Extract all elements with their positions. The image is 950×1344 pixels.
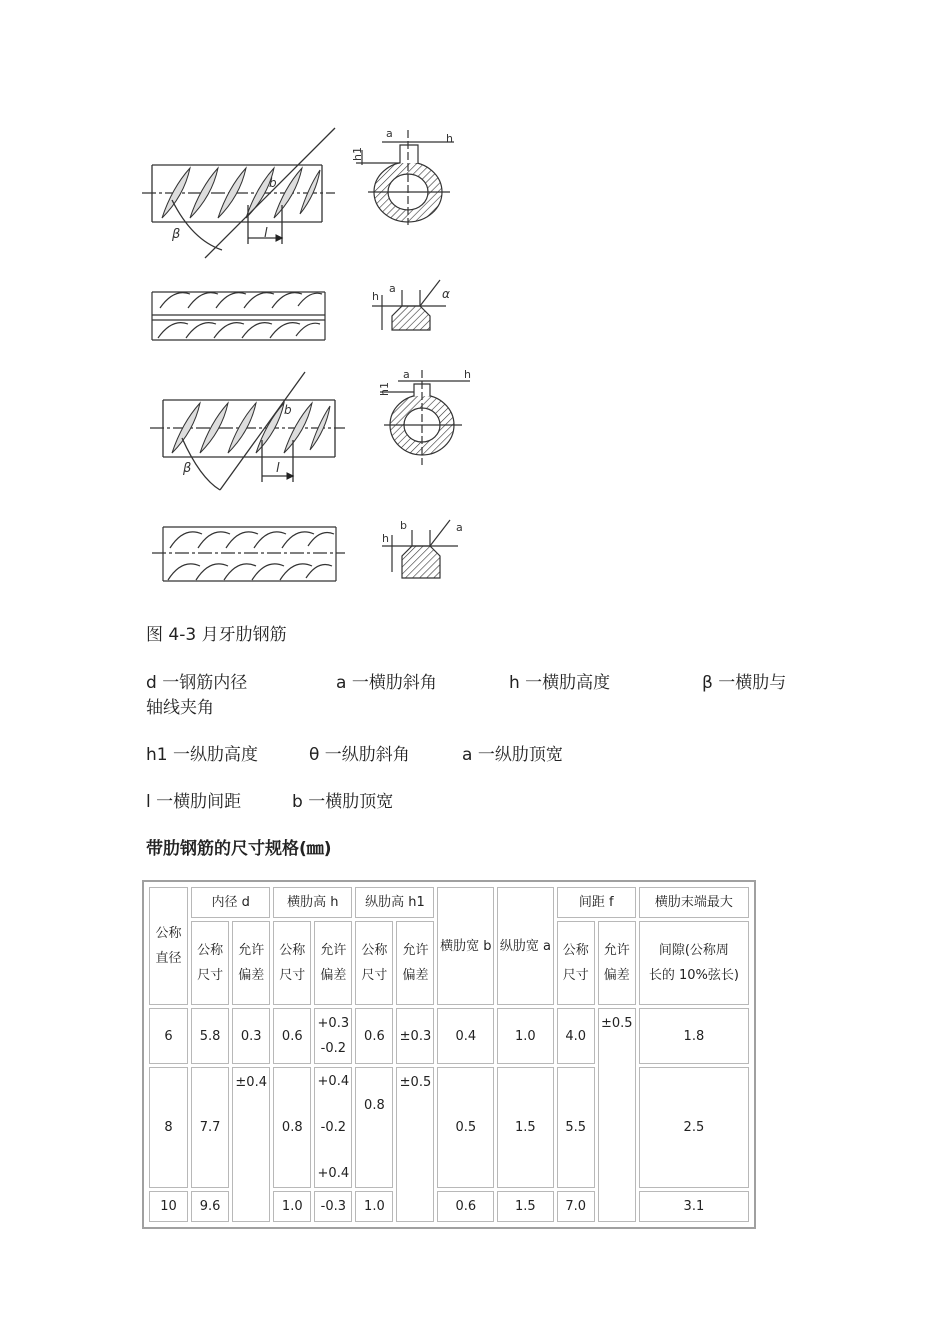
header-long-width-a: 纵肋宽 a [497, 887, 554, 1005]
cell-h1-tol: ±0.3 [396, 1008, 434, 1064]
header-tolerance: 允许偏差 [232, 921, 270, 1005]
label-a-cs1: a [386, 127, 393, 140]
header-nominal-dia: 公称直径 [149, 887, 188, 1005]
cell-a: 1.5 [497, 1191, 554, 1222]
cell-h: 1.0 [273, 1191, 311, 1222]
legend-item: a 一横肋斜角 [336, 673, 437, 693]
cell-h: 0.8 [273, 1067, 311, 1188]
table-title: 带肋钢筋的尺寸规格(㎜) [146, 839, 332, 859]
header-max-gap-1: 横肋末端最大 [639, 887, 749, 918]
label-l-1: l [264, 226, 268, 241]
spec-table [142, 880, 756, 1229]
cell-dia: 8 [149, 1067, 188, 1188]
label-b-cs4: b [400, 519, 407, 532]
legend-item: h 一横肋高度 [509, 673, 611, 693]
cell-b: 0.5 [437, 1067, 494, 1188]
cell-dia: 6 [149, 1008, 188, 1064]
legend-item: θ 一纵肋斜角 [309, 745, 410, 765]
cell-a: 1.5 [497, 1067, 554, 1188]
cell-h-tol-lower: -0.2 [320, 1041, 347, 1056]
cell-h-tol-upper: +0.3 [317, 1016, 350, 1031]
rebar-drawing-2 [152, 292, 325, 340]
figure-caption: 图 4-3 月牙肋钢筋 [146, 625, 287, 645]
label-h-cs1: h [446, 132, 453, 145]
cell-b: 0.6 [437, 1191, 494, 1222]
cell-h1: 1.0 [355, 1191, 393, 1222]
header-trans-width-b: 横肋宽 b [437, 887, 494, 1005]
label-a-cs3: a [403, 368, 410, 381]
label-a-cs2: a [389, 282, 396, 295]
cell-a: 1.0 [497, 1008, 554, 1064]
label-h1-cs1: h1 [351, 147, 364, 161]
legend-item: l 一横肋间距 [146, 792, 242, 812]
header-inner-d: 内径 d [191, 887, 270, 918]
rebar-figure [0, 0, 950, 610]
cell-h-tol-next: +0.4 [317, 1166, 350, 1181]
header-spacing-f: 间距 f [557, 887, 636, 918]
label-beta-3: β [183, 461, 192, 476]
cell-d-tol: ±0.4 [232, 1067, 270, 1222]
cell-d-tol: 0.3 [232, 1008, 270, 1064]
header-nominal-size: 公称尺寸 [191, 921, 229, 1005]
cell-f: 5.5 [557, 1067, 595, 1188]
legend-item: 轴线夹角 [146, 698, 214, 718]
label-b-3: b [284, 403, 292, 417]
header-nominal-size: 公称尺寸 [557, 921, 595, 1005]
label-l-3: l [276, 461, 280, 476]
cell-h1: 0.8 [355, 1067, 393, 1188]
label-alpha-cs2: α [442, 287, 450, 301]
header-nominal-size: 公称尺寸 [273, 921, 311, 1005]
cross-section-2 [372, 280, 446, 330]
cell-dia: 10 [149, 1191, 188, 1222]
header-nominal-size: 公称尺寸 [355, 921, 393, 1005]
cell-h1-tol: ±0.5 [396, 1067, 434, 1222]
cell-h-tol [314, 1067, 352, 1188]
header-max-gap-3: 长的 10%弦长) [648, 968, 739, 983]
label-h-cs2: h [372, 290, 379, 303]
header-tolerance: 允许偏差 [396, 921, 434, 1005]
header-row-1 [149, 887, 749, 918]
cell-h-tol [314, 1008, 352, 1064]
legend-item: a 一纵肋顶宽 [462, 745, 563, 765]
cell-f: 7.0 [557, 1191, 595, 1222]
label-b-1: b [269, 176, 277, 190]
label-h1-cs3: h1 [378, 382, 391, 396]
cross-section-3 [380, 370, 470, 465]
header-tolerance: 允许偏差 [314, 921, 352, 1005]
cell-f: 4.0 [557, 1008, 595, 1064]
legend-item: b 一横肋顶宽 [292, 792, 394, 812]
cross-section-4 [382, 520, 458, 578]
header-max-gap-rest [639, 921, 749, 1005]
label-beta-1: β [172, 227, 181, 242]
header-long-h1: 纵肋高 h1 [355, 887, 434, 918]
rebar-drawing-1 [142, 128, 335, 258]
cell-h-tol-lower: -0.2 [320, 1120, 347, 1135]
header-max-gap-2: 间隙(公称周 [658, 943, 729, 958]
cell-h-tol-upper: +0.4 [317, 1074, 350, 1089]
cross-section-1 [356, 130, 454, 225]
cell-gap: 2.5 [639, 1067, 749, 1188]
cell-gap: 1.8 [639, 1008, 749, 1064]
cell-h-tol: -0.3 [314, 1191, 352, 1222]
cell-h: 0.6 [273, 1008, 311, 1064]
cell-f-tol: ±0.5 [598, 1008, 636, 1222]
cell-d: 7.7 [191, 1067, 229, 1188]
cell-d: 5.8 [191, 1008, 229, 1064]
table-row [149, 1067, 749, 1188]
rebar-drawing-3 [150, 372, 345, 490]
legend-item: d 一钢筋内径 [146, 673, 248, 693]
rebar-drawing-4 [152, 527, 345, 581]
header-tolerance: 允许偏差 [598, 921, 636, 1005]
cell-d: 9.6 [191, 1191, 229, 1222]
label-h-cs3: h [464, 368, 471, 381]
label-h-cs4: h [382, 532, 389, 545]
cell-gap: 3.1 [639, 1191, 749, 1222]
label-a-cs4: a [456, 521, 463, 534]
header-trans-h: 横肋高 h [273, 887, 352, 918]
legend-item: h1 一纵肋高度 [146, 745, 258, 765]
table-row [149, 1008, 749, 1064]
cell-h1: 0.6 [355, 1008, 393, 1064]
legend-item: β 一横肋与 [702, 673, 787, 693]
cell-b: 0.4 [437, 1008, 494, 1064]
